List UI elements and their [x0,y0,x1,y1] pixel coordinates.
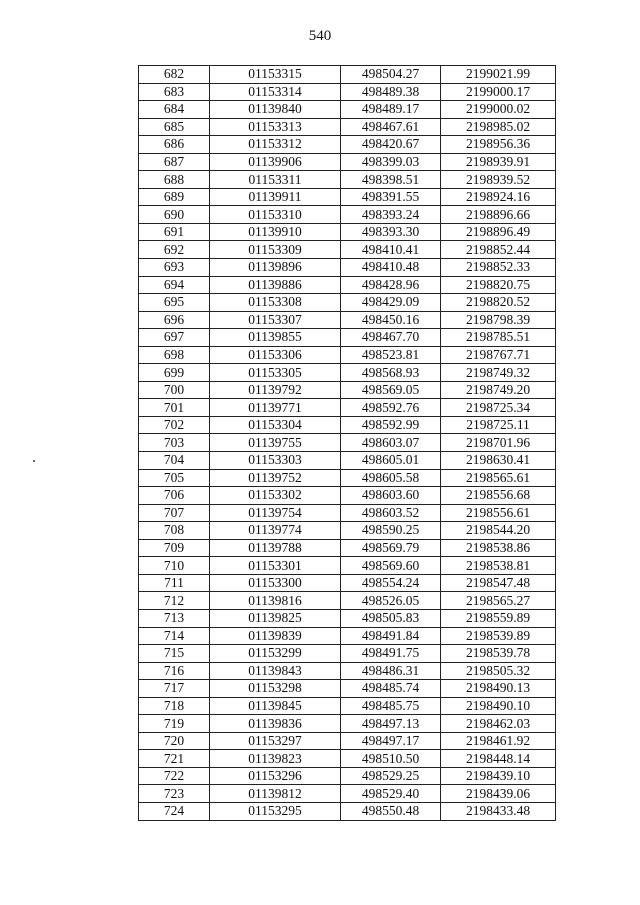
y-coordinate-cell: 2199000.02 [441,101,556,119]
table-row [139,83,556,101]
point-number-cell: 705 [139,469,210,487]
y-coordinate-cell: 2198630.41 [441,452,556,470]
point-id-cell: 01153299 [210,645,341,663]
point-number-cell: 713 [139,609,210,627]
y-coordinate-cell: 2198749.32 [441,364,556,382]
y-coordinate-cell: 2198461.92 [441,732,556,750]
table-row [139,592,556,610]
point-number-cell: 712 [139,592,210,610]
x-coordinate-cell: 498491.75 [341,645,441,663]
y-coordinate-cell: 2198539.89 [441,627,556,645]
table-row [139,101,556,119]
y-coordinate-cell: 2198956.36 [441,136,556,154]
x-coordinate-cell: 498592.76 [341,399,441,417]
y-coordinate-cell: 2198556.61 [441,504,556,522]
table-row [139,364,556,382]
y-coordinate-cell: 2198896.49 [441,223,556,241]
x-coordinate-cell: 498467.70 [341,329,441,347]
point-id-cell: 01139839 [210,627,341,645]
point-number-cell: 703 [139,434,210,452]
table-row [139,294,556,312]
point-id-cell: 01139755 [210,434,341,452]
y-coordinate-cell: 2198820.52 [441,294,556,312]
point-id-cell: 01139845 [210,697,341,715]
point-number-cell: 714 [139,627,210,645]
table-row [139,645,556,663]
y-coordinate-cell: 2198749.20 [441,381,556,399]
point-id-cell: 01139906 [210,153,341,171]
y-coordinate-cell: 2198767.71 [441,346,556,364]
point-number-cell: 722 [139,767,210,785]
table-row [139,522,556,540]
point-id-cell: 01153310 [210,206,341,224]
point-id-cell: 01139840 [210,101,341,119]
y-coordinate-cell: 2198896.66 [441,206,556,224]
point-number-cell: 693 [139,259,210,277]
table-row [139,750,556,768]
point-id-cell: 01153303 [210,452,341,470]
point-id-cell: 01153302 [210,487,341,505]
point-number-cell: 709 [139,539,210,557]
point-id-cell: 01139792 [210,381,341,399]
y-coordinate-cell: 2198448.14 [441,750,556,768]
x-coordinate-cell: 498605.01 [341,452,441,470]
x-coordinate-cell: 498485.74 [341,680,441,698]
point-number-cell: 706 [139,487,210,505]
point-number-cell: 685 [139,118,210,136]
point-id-cell: 01139816 [210,592,341,610]
x-coordinate-cell: 498569.05 [341,381,441,399]
x-coordinate-cell: 498510.50 [341,750,441,768]
x-coordinate-cell: 498529.25 [341,767,441,785]
y-coordinate-cell: 2198490.10 [441,697,556,715]
table-row [139,802,556,820]
point-number-cell: 702 [139,416,210,434]
y-coordinate-cell: 2198439.06 [441,785,556,803]
x-coordinate-cell: 498450.16 [341,311,441,329]
point-number-cell: 695 [139,294,210,312]
y-coordinate-cell: 2198939.91 [441,153,556,171]
point-id-cell: 01139771 [210,399,341,417]
point-number-cell: 723 [139,785,210,803]
y-coordinate-cell: 2198490.13 [441,680,556,698]
point-number-cell: 699 [139,364,210,382]
table-row [139,66,556,84]
point-id-cell: 01153301 [210,557,341,575]
point-id-cell: 01153309 [210,241,341,259]
point-id-cell: 01139788 [210,539,341,557]
x-coordinate-cell: 498393.30 [341,223,441,241]
point-id-cell: 01139825 [210,609,341,627]
point-number-cell: 683 [139,83,210,101]
table-row [139,785,556,803]
table-row [139,452,556,470]
point-id-cell: 01153304 [210,416,341,434]
y-coordinate-cell: 2198725.34 [441,399,556,417]
page-number: 540 [308,28,332,44]
point-number-cell: 710 [139,557,210,575]
x-coordinate-cell: 498410.48 [341,259,441,277]
x-coordinate-cell: 498603.07 [341,434,441,452]
table-row [139,329,556,347]
point-number-cell: 694 [139,276,210,294]
x-coordinate-cell: 498603.60 [341,487,441,505]
point-id-cell: 01139774 [210,522,341,540]
table-row [139,276,556,294]
x-coordinate-cell: 498605.58 [341,469,441,487]
y-coordinate-cell: 2198439.10 [441,767,556,785]
x-coordinate-cell: 498505.83 [341,609,441,627]
y-coordinate-cell: 2198985.02 [441,118,556,136]
point-number-cell: 689 [139,188,210,206]
point-number-cell: 687 [139,153,210,171]
point-number-cell: 715 [139,645,210,663]
y-coordinate-cell: 2198725.11 [441,416,556,434]
point-id-cell: 01139910 [210,223,341,241]
table-row [139,487,556,505]
y-coordinate-cell: 2198565.61 [441,469,556,487]
point-id-cell: 01153306 [210,346,341,364]
point-number-cell: 718 [139,697,210,715]
table-row [139,241,556,259]
table-body [139,66,556,821]
y-coordinate-cell: 2198433.48 [441,802,556,820]
table-row [139,118,556,136]
y-coordinate-cell: 2198701.96 [441,434,556,452]
table-row [139,697,556,715]
point-number-cell: 707 [139,504,210,522]
table-row [139,153,556,171]
point-number-cell: 688 [139,171,210,189]
x-coordinate-cell: 498529.40 [341,785,441,803]
y-coordinate-cell: 2198798.39 [441,311,556,329]
x-coordinate-cell: 498504.27 [341,66,441,84]
x-coordinate-cell: 498399.03 [341,153,441,171]
x-coordinate-cell: 498569.79 [341,539,441,557]
x-coordinate-cell: 498569.60 [341,557,441,575]
x-coordinate-cell: 498391.55 [341,188,441,206]
y-coordinate-cell: 2198785.51 [441,329,556,347]
table-row [139,416,556,434]
point-number-cell: 686 [139,136,210,154]
y-coordinate-cell: 2199021.99 [441,66,556,84]
point-number-cell: 711 [139,574,210,592]
point-number-cell: 697 [139,329,210,347]
y-coordinate-cell: 2198565.27 [441,592,556,610]
x-coordinate-cell: 498491.84 [341,627,441,645]
x-coordinate-cell: 498428.96 [341,276,441,294]
table-row [139,627,556,645]
table-row [139,680,556,698]
point-number-cell: 717 [139,680,210,698]
point-number-cell: 700 [139,381,210,399]
point-id-cell: 01139752 [210,469,341,487]
point-id-cell: 01153295 [210,802,341,820]
x-coordinate-cell: 498554.24 [341,574,441,592]
point-id-cell: 01153307 [210,311,341,329]
table-row [139,136,556,154]
x-coordinate-cell: 498592.99 [341,416,441,434]
table-row [139,399,556,417]
table-row [139,171,556,189]
point-number-cell: 696 [139,311,210,329]
table-row [139,259,556,277]
x-coordinate-cell: 498526.05 [341,592,441,610]
table-row [139,732,556,750]
point-number-cell: 704 [139,452,210,470]
point-id-cell: 01153312 [210,136,341,154]
y-coordinate-cell: 2198539.78 [441,645,556,663]
x-coordinate-cell: 498420.67 [341,136,441,154]
point-number-cell: 724 [139,802,210,820]
table-row [139,504,556,522]
x-coordinate-cell: 498590.25 [341,522,441,540]
point-number-cell: 684 [139,101,210,119]
table-row [139,188,556,206]
table-row [139,206,556,224]
point-id-cell: 01153315 [210,66,341,84]
y-coordinate-cell: 2198852.33 [441,259,556,277]
point-number-cell: 720 [139,732,210,750]
table-row [139,574,556,592]
x-coordinate-cell: 498485.75 [341,697,441,715]
point-id-cell: 01139886 [210,276,341,294]
point-id-cell: 01153296 [210,767,341,785]
point-number-cell: 719 [139,715,210,733]
point-id-cell: 01139855 [210,329,341,347]
point-id-cell: 01139843 [210,662,341,680]
point-number-cell: 701 [139,399,210,417]
x-coordinate-cell: 498603.52 [341,504,441,522]
x-coordinate-cell: 498486.31 [341,662,441,680]
y-coordinate-cell: 2198505.32 [441,662,556,680]
x-coordinate-cell: 498497.13 [341,715,441,733]
x-coordinate-cell: 498523.81 [341,346,441,364]
point-number-cell: 682 [139,66,210,84]
y-coordinate-cell: 2199000.17 [441,83,556,101]
point-id-cell: 01139896 [210,259,341,277]
point-id-cell: 01139754 [210,504,341,522]
table-row [139,434,556,452]
x-coordinate-cell: 498398.51 [341,171,441,189]
point-number-cell: 716 [139,662,210,680]
y-coordinate-cell: 2198939.52 [441,171,556,189]
point-number-cell: 690 [139,206,210,224]
coordinates-table [138,65,556,821]
x-coordinate-cell: 498489.17 [341,101,441,119]
point-id-cell: 01153300 [210,574,341,592]
x-coordinate-cell: 498489.38 [341,83,441,101]
point-id-cell: 01153305 [210,364,341,382]
point-id-cell: 01153298 [210,680,341,698]
table-row [139,715,556,733]
y-coordinate-cell: 2198559.89 [441,609,556,627]
table-row [139,311,556,329]
table-row [139,346,556,364]
point-id-cell: 01153314 [210,83,341,101]
point-id-cell: 01153308 [210,294,341,312]
y-coordinate-cell: 2198544.20 [441,522,556,540]
table-row [139,767,556,785]
x-coordinate-cell: 498393.24 [341,206,441,224]
y-coordinate-cell: 2198924.16 [441,188,556,206]
table-row [139,662,556,680]
point-id-cell: 01153313 [210,118,341,136]
y-coordinate-cell: 2198538.86 [441,539,556,557]
x-coordinate-cell: 498467.61 [341,118,441,136]
x-coordinate-cell: 498568.93 [341,364,441,382]
point-number-cell: 721 [139,750,210,768]
x-coordinate-cell: 498410.41 [341,241,441,259]
point-id-cell: 01139911 [210,188,341,206]
y-coordinate-cell: 2198852.44 [441,241,556,259]
point-number-cell: 692 [139,241,210,259]
table-row [139,557,556,575]
y-coordinate-cell: 2198462.03 [441,715,556,733]
point-number-cell: 698 [139,346,210,364]
scan-artifact-dot [33,460,35,462]
point-id-cell: 01139812 [210,785,341,803]
x-coordinate-cell: 498429.09 [341,294,441,312]
table-row [139,381,556,399]
x-coordinate-cell: 498497.17 [341,732,441,750]
point-id-cell: 01139836 [210,715,341,733]
y-coordinate-cell: 2198538.81 [441,557,556,575]
point-id-cell: 01153311 [210,171,341,189]
point-id-cell: 01139823 [210,750,341,768]
point-id-cell: 01153297 [210,732,341,750]
table-row [139,539,556,557]
y-coordinate-cell: 2198820.75 [441,276,556,294]
y-coordinate-cell: 2198556.68 [441,487,556,505]
table-row [139,609,556,627]
x-coordinate-cell: 498550.48 [341,802,441,820]
point-number-cell: 691 [139,223,210,241]
table-row [139,469,556,487]
table-row [139,223,556,241]
point-number-cell: 708 [139,522,210,540]
y-coordinate-cell: 2198547.48 [441,574,556,592]
